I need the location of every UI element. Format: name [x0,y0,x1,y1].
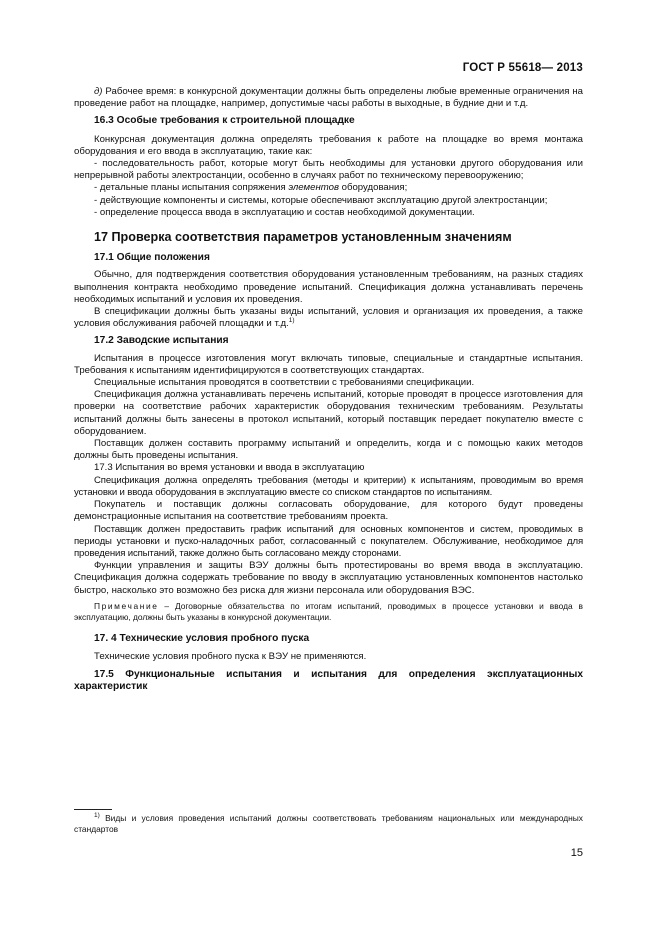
paragraph-17-3-a: Спецификация должна определять требования (методы и критерии) к испытаниям, проводимым во время установки и ввода оборудования в эксплуатацию вместе со списком стандартов по испытаниям. [74,474,583,498]
list-item-4: - определение процесса ввода в эксплуатацию и состав необходимой документации. [94,206,475,218]
paragraph-17-2-d: Поставщик должен составить программу испытаний и определить, когда и с помощью каких методов должны быть проведены испытания. [74,438,583,462]
paragraph-17-4: Технические условия пробного пуска к ВЭУ не применяются. [94,650,367,662]
note [74,601,583,623]
paragraph-17-3-d: Функции управления и защиты ВЭУ должны быть протестированы во время ввода в эксплуатацию. Спецификация должна содержать требование по вводу в эксплуатацию установленных компонентов настолько быстро, насколько это возможно без риска для жизни персонала или оборудования ВЭС. [74,560,583,596]
note-text: – Договорные обязательства по итогам испытаний, проводимых в процессе установки и ввода в эксплуатацию, должны быть указаны в конкурсной документации. [74,600,583,622]
footnote [74,813,583,835]
heading-16-3: 16.3 Особые требования к строительной площадке [94,115,355,127]
paragraph-17-2-b: Специальные испытания проводятся в соответствии с требованиями спецификации. [94,377,475,389]
paragraph-working-time [74,86,583,110]
list-item-2-post: оборудования; [338,182,408,194]
page-number: 15 [570,847,583,859]
paragraph-17-3-b: Покупатель и поставщик должны согласовать оборудование, для которого будут проведены демонстрационные испытания на соответствие требованиям проекта. [74,499,583,523]
paragraph-17-1-a: Обычно, для подтверждения соответствия оборудования установленным требованиям, на разных стадиях выполнения контракта необходимо проведение испытаний. Спецификация должна устанавливать перечень необходимых испытаний и условия их проведения. [74,269,583,305]
standard-header: ГОСТ Р 55618— 2013 [462,62,583,74]
list-item-2-pre: - детальные планы испытания сопряжения [94,182,289,194]
heading-17-3: 17.3 Испытания во время установки и ввода в эксплуатацию [94,462,365,474]
footnote-separator [74,809,112,810]
list-item-2-em: элементов [288,182,339,194]
paragraph-17-1-b [74,306,583,330]
note-label: Примечание [94,600,159,611]
heading-17-2: 17.2 Заводские испытания [94,335,229,347]
list-item-3: - действующие компоненты и системы, которые обеспечивают эксплуатацию другой электростанции; [94,194,548,206]
paragraph-16-3-intro: Конкурсная документация должна определять требования к работе на площадке во время монтажа оборудования и его ввода в эксплуатацию, такие как: [74,133,583,157]
list-item-2 [74,182,583,194]
item-text: Рабочее время: в конкурсной документации должны быть определены любые временные ограничения на проведение работ на площадке, например, допустимые часы работы в выходные, в будние дни и т.д. [74,86,583,110]
heading-17-1: 17.1 Общие положения [94,252,210,264]
item-letter: д) [94,86,103,97]
paragraph-17-3-c: Поставщик должен предоставить график испытаний для основных компонентов и систем, проводимых в периоды установки и пуско-наладочных работ, согласованный с покупателем. Обслуживание, необходимое для проведения испытаний, также должно быть согласовано между сторонами. [74,523,583,559]
heading-17-4: 17. 4 Технические условия пробного пуска [94,632,310,644]
paragraph-17-2-c: Спецификация должна устанавливать перечень испытаний, которые проводят в процессе изготовления для проверки на соответствие рабочих характеристик оборудования техническим требованиям. Результаты испытаний должны быть занесены в протокол испытаний, который поставщик передает покупателю вместе с оборудованием. [74,389,583,437]
paragraph-17-1-b-text: В спецификации должны быть указаны виды испытаний, условия и организация их проведения, а также условия обслуживания рабочей площадки и т.д. [74,306,583,330]
main-text [74,86,583,694]
heading-17-5: 17.5 Функциональные испытания и испытания для определения эксплуатационных характеристик [74,669,583,693]
heading-17: 17 Проверка соответствия параметров установленным значениям [94,230,512,245]
footnote-text: Виды и условия проведения испытаний должны соответствовать требованиям национальных или международных стандартов [74,813,583,834]
footnote-ref: 1) [288,317,295,325]
list-item-1: - последовательность работ, которые могут быть необходимы для установки другого оборудования или непрерывной работы электростанции, особенно в случаях работ по техническому перевооружению; [74,158,583,182]
paragraph-17-2-a: Испытания в процессе изготовления могут включать типовые, специальные и стандартные испытания. Требования к испытаниям идентифицируются в соответствующих стандартах. [74,352,583,376]
footnote-mark: 1) [94,812,100,820]
